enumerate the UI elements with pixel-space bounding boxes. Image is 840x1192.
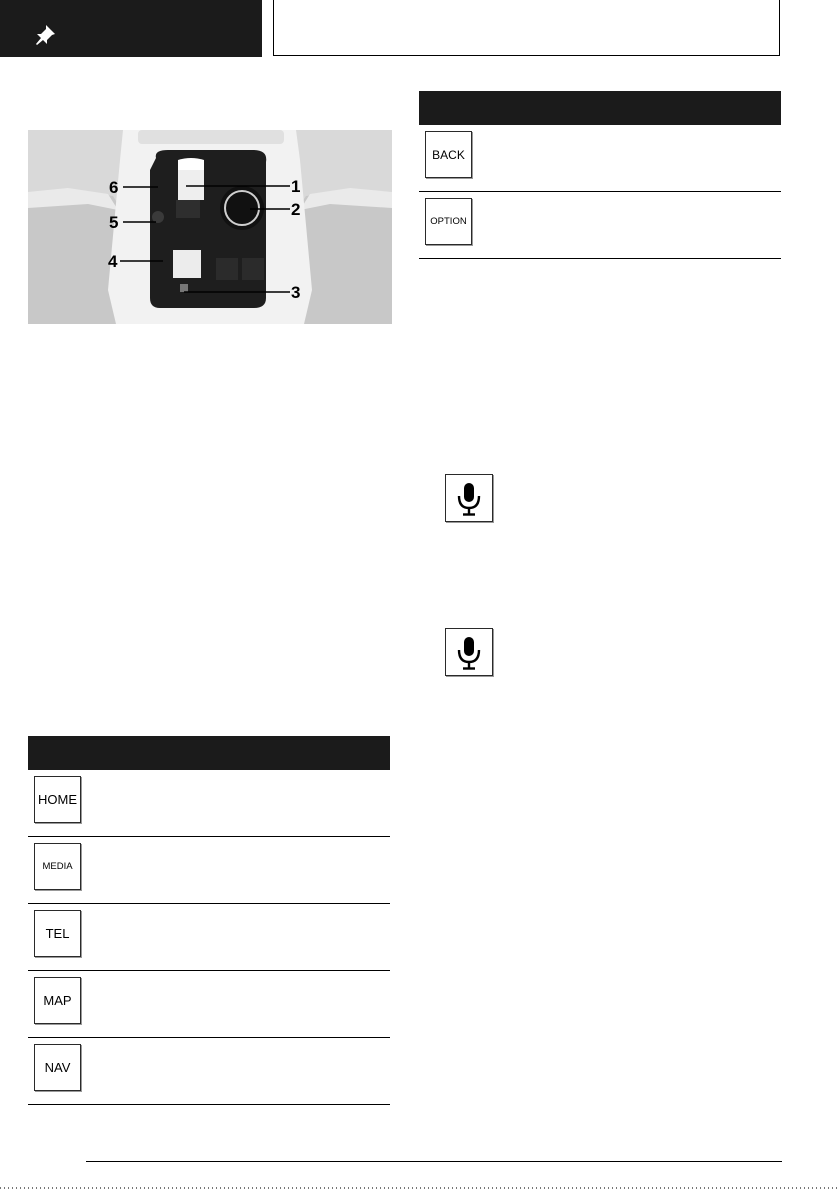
microphone-icon[interactable] (445, 628, 493, 676)
table-row (28, 904, 390, 971)
option-key-icon[interactable]: OPTION (425, 198, 472, 245)
direct-keys-table (28, 736, 390, 1105)
nav-key-icon[interactable]: NAV (34, 1044, 81, 1091)
controller-figure (28, 130, 392, 324)
callout-3: 3 (291, 283, 301, 302)
table-row (28, 837, 390, 904)
more-keys-table (419, 91, 781, 259)
header-bar (0, 0, 262, 57)
callout-6: 6 (109, 178, 119, 197)
media-key-icon[interactable]: MEDIA (34, 843, 81, 890)
pushpin-icon (34, 24, 56, 46)
callout-2: 2 (291, 200, 301, 219)
table-row (28, 971, 390, 1038)
table-header (28, 736, 390, 770)
table-row (419, 192, 781, 259)
microphone-icon[interactable] (445, 474, 493, 522)
bottom-dotted-edge (0, 1187, 840, 1189)
table-header (419, 91, 781, 125)
table-row (28, 1038, 390, 1105)
back-key-icon[interactable]: BACK (425, 131, 472, 178)
table-row (28, 770, 390, 837)
header-frame (273, 0, 780, 56)
tel-key-icon[interactable]: TEL (34, 910, 81, 957)
callout-5: 5 (109, 213, 119, 232)
footer-rule (86, 1161, 782, 1162)
callout-1: 1 (291, 177, 301, 196)
home-key-icon[interactable]: HOME (34, 776, 81, 823)
callout-4: 4 (108, 252, 118, 271)
table-row (419, 125, 781, 192)
map-key-icon[interactable]: MAP (34, 977, 81, 1024)
